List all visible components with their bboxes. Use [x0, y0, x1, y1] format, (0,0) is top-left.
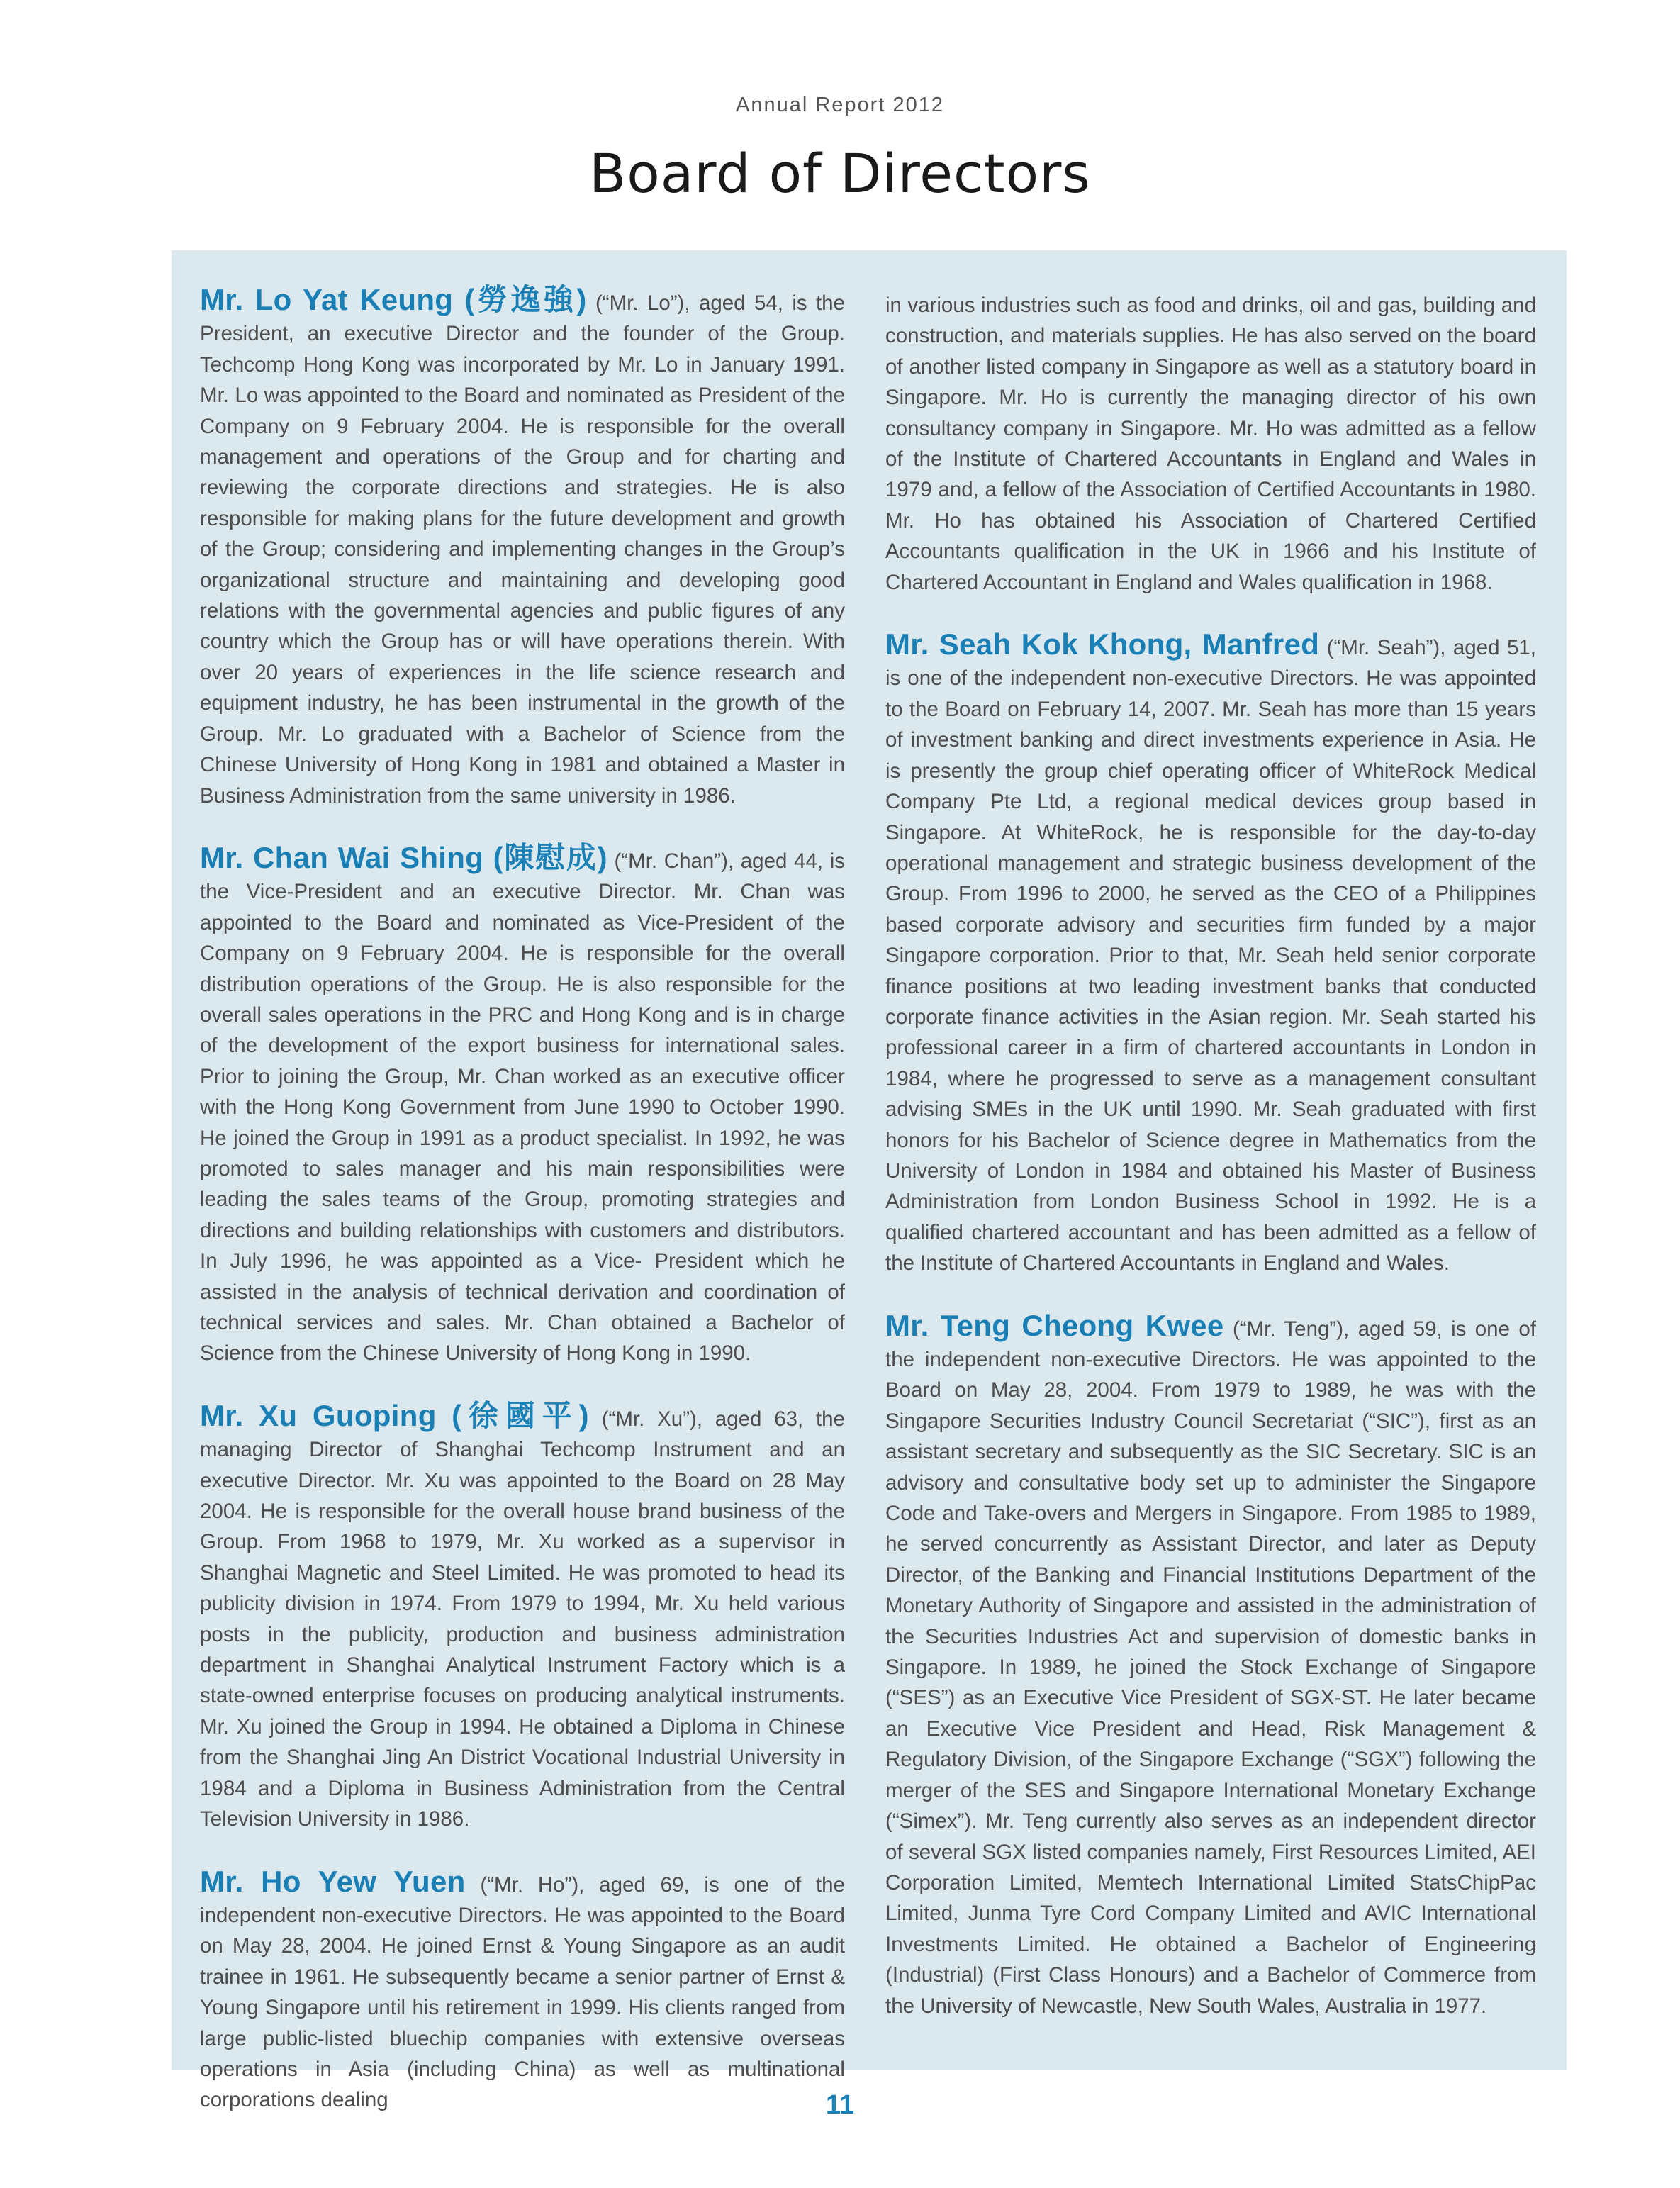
- left-column: [200, 284, 845, 2147]
- director-chinese-name: 陳慰成: [503, 839, 598, 875]
- bio-text: (“Mr. Ho”), aged 69, is one of the independent non-executive Directors. He was appointed to the Board on May 28, 2004. He joined Ernst & Young Singapore as an audit trainee in 1961. He subsequently became a senior partner of Ernst & Young Singapore until his retirement in 1999. His clients ranged from large public-listed bluechip companies with extensive overseas operations in Asia (including China) as well as multinational corporations dealing: [200, 1872, 845, 2112]
- director-name: Mr. Xu Guoping (: [200, 1398, 462, 1432]
- bio-chan-wai-shing: [200, 839, 845, 1369]
- bio-lo-yat-keung: [200, 284, 845, 811]
- director-name: Mr. Ho Yew Yuen: [200, 1864, 466, 1898]
- bio-ho-yew-yuen-continued: in various industries such as food and drinks, oil and gas, building and construction, and materials supplies. He has also served on the board of another listed company in Singapore as well as a statutory board in Singapore. Mr. Ho is currently the managing director of his own consultancy company in Singapore. Mr. Ho was admitted as a fellow of the Institute of Chartered Accountants in England and Wales in 1979 and, a fellow of the Association of Certified Accountants in 1980. Mr. Ho has obtained his Association of Chartered Certified Accountants qualification in the UK in 1966 and his Institute of Chartered Accountant in England and Wales qualification in 1968.: [885, 294, 1536, 594]
- bio-seah-kok-khong: [885, 629, 1536, 1279]
- bio-text: (“Mr. Teng”), aged 59, is one of the independent non-executive Directors. He was appointed to the Board on May 28, 2004. From 1979 to 1989, he was with the Singapore Securities Industry Council Secretariat (“SIC”), first as an assistant secretary and subsequently as the SIC Secretary. SIC is an advisory and consultative body set up to administer the Singapore Code and Take-overs and Mergers in Singapore. From 1985 to 1989, he served concurrently as Assistant Director, and later as Deputy Director, of the Banking and Financial Institutions Department of the Monetary Authority of Singapore and assisted in the administration of the Securities Industries Act and supervision of domestic banks in Singapore. In 1989, he joined the Stock Exchange of Singapore (“SES”) as an Executive Vice President of SGX-ST. He later became an Executive Vice President and Head, Risk Management & Regulatory Division, of the Singapore Exchange (“SGX”) following the merger of the SES and Singapore International Monetary Exchange (“Simex”). Mr. Teng currently also serves as an independent director of several SGX listed companies namely, First Resources Limited, AEI Corporation Limited, Memtech International Limited StatsChipPac Limited, Junma Tyre Cord Company Limited and AVIC International Investments Limited. He obtained a Bachelor of Engineering (Industrial) (First Class Honours) and a Bachelor of Commerce from the University of Newcastle, New South Wales, Australia in 1977.: [885, 1317, 1536, 2018]
- bio-text: (“Mr. Seah”), aged 51, is one of the independent non-executive Directors. He was appointed to the Board on February 14, 2007. Mr. Seah has more than 15 years of investment banking and direct investments experience in Asia. He is presently the group chief operating officer of WhiteRock Medical Company Pte Ltd, a regional medical devices group based in Singapore. At WhiteRock, he is responsible for the day-to-day operational management and strategic business development of the Group. From 1996 to 2000, he served as the CEO of a Philippines based corporate advisory and securities firm funded by a major Singapore corporation. Prior to that, Mr. Seah held senior corporate finance positions at two leading investment banks that conducted corporate finance activities in the Asian region. Mr. Seah started his professional career in a firm of chartered accountants in London in 1984, where he progressed to serve as a management consultant advising SMEs in the UK until 1990. Mr. Seah graduated with first honors for his Bachelor of Science degree in Mathematics from the University of London in 1984 and obtained his Master of Business Administration from London Business School in 1992. He is a qualified chartered accountant and has been admitted as a fellow of the Institute of Chartered Accountants in England and Wales.: [885, 636, 1536, 1276]
- director-name-close: ): [576, 283, 587, 316]
- bio-teng-cheong-kwee: [885, 1310, 1536, 2021]
- director-chinese-name: 勞逸強: [474, 282, 577, 317]
- bio-text: (“Mr. Chan”), aged 44, is the Vice-President and an executive Director. Mr. Chan was appointed to the Board and nominated as Vice-President of the Company on 9 February 2004. He is responsible for the overall distribution operations of the Group. He is also responsible for the overall sales operations in the PRC and Hong Kong and is in charge of the development of the export business for international sales. Prior to joining the Group, Mr. Chan worked as an executive officer with the Hong Kong Government from June 1990 to October 1990. He joined the Group in 1991 as a product specialist. In 1992, he was promoted to sales manager and his main responsibilities were leading the sales teams of the Group, promoting strategies and directions and building relationships with customers and distributors. In July 1996, he was appointed as a Vice- President which he assisted in the analysis of technical derivation and coordination of technical services and sales. Mr. Chan obtained a Bachelor of Science from the Chinese University of Hong Kong in 1990.: [200, 849, 845, 1366]
- director-name-close: ): [578, 1398, 589, 1432]
- bio-text: (“Mr. Lo”), aged 54, is the President, an executive Director and the founder of the Group. Techcomp Hong Kong was incorporated by Mr. Lo in January 1991. Mr. Lo was appointed to the Board and nominated as President of the Company on 9 February 2004. He is responsible for the overall management and operations of the Group and for charting and reviewing the corporate directions and strategies. He is also responsible for making plans for the future development and growth of the Group; considering and implementing changes in the Group’s organizational structure and maintaining and developing good relations with the governmental agencies and public figures of any country which the Group has or will have operations therein. With over 20 years of experiences in the life science research and equipment industry, he has been instrumental in the growth of the Group. Mr. Lo graduated with a Bachelor of Science from the Chinese University of Hong Kong in 1981 and obtained a Master in Business Administration from the same university in 1986.: [200, 291, 845, 808]
- page-title: Board of Directors: [589, 142, 1091, 205]
- director-name: Mr. Teng Cheong Kwee: [885, 1308, 1224, 1342]
- bio-ho-yew-yuen: [200, 1866, 845, 2116]
- page-number: 11: [825, 2090, 855, 2120]
- director-name: Mr. Chan Wai Shing (: [200, 840, 503, 874]
- right-column: [885, 290, 1536, 2053]
- director-name-close: ): [597, 840, 607, 874]
- report-label: Annual Report 2012: [736, 94, 944, 116]
- director-chinese-name: 徐國平: [461, 1397, 579, 1433]
- director-name: Mr. Seah Kok Khong, Manfred: [885, 627, 1320, 662]
- bio-xu-guoping: [200, 1397, 845, 1835]
- bio-text: (“Mr. Xu”), aged 63, the managing Director of Shanghai Techcomp Instrument and an executive Director. Mr. Xu was appointed to the Board on 28 May 2004. He is responsible for the overall house brand business of the Group. From 1968 to 1979, Mr. Xu worked as a supervisor in Shanghai Magnetic and Steel Limited. He was promoted to head its publicity division in 1974. From 1979 to 1994, Mr. Xu held various posts in the publicity, production and business administration department in Shanghai Analytical Instrument Factory which is a state-owned enterprise focuses on producing analytical instruments. Mr. Xu joined the Group in 1994. He obtained a Diploma in Chinese from the Shanghai Jing An District Vocational Industrial University in 1984 and a Diploma in Business Administration from the Central Television University in 1986.: [200, 1407, 845, 1831]
- director-name: Mr. Lo Yat Keung (: [200, 283, 475, 316]
